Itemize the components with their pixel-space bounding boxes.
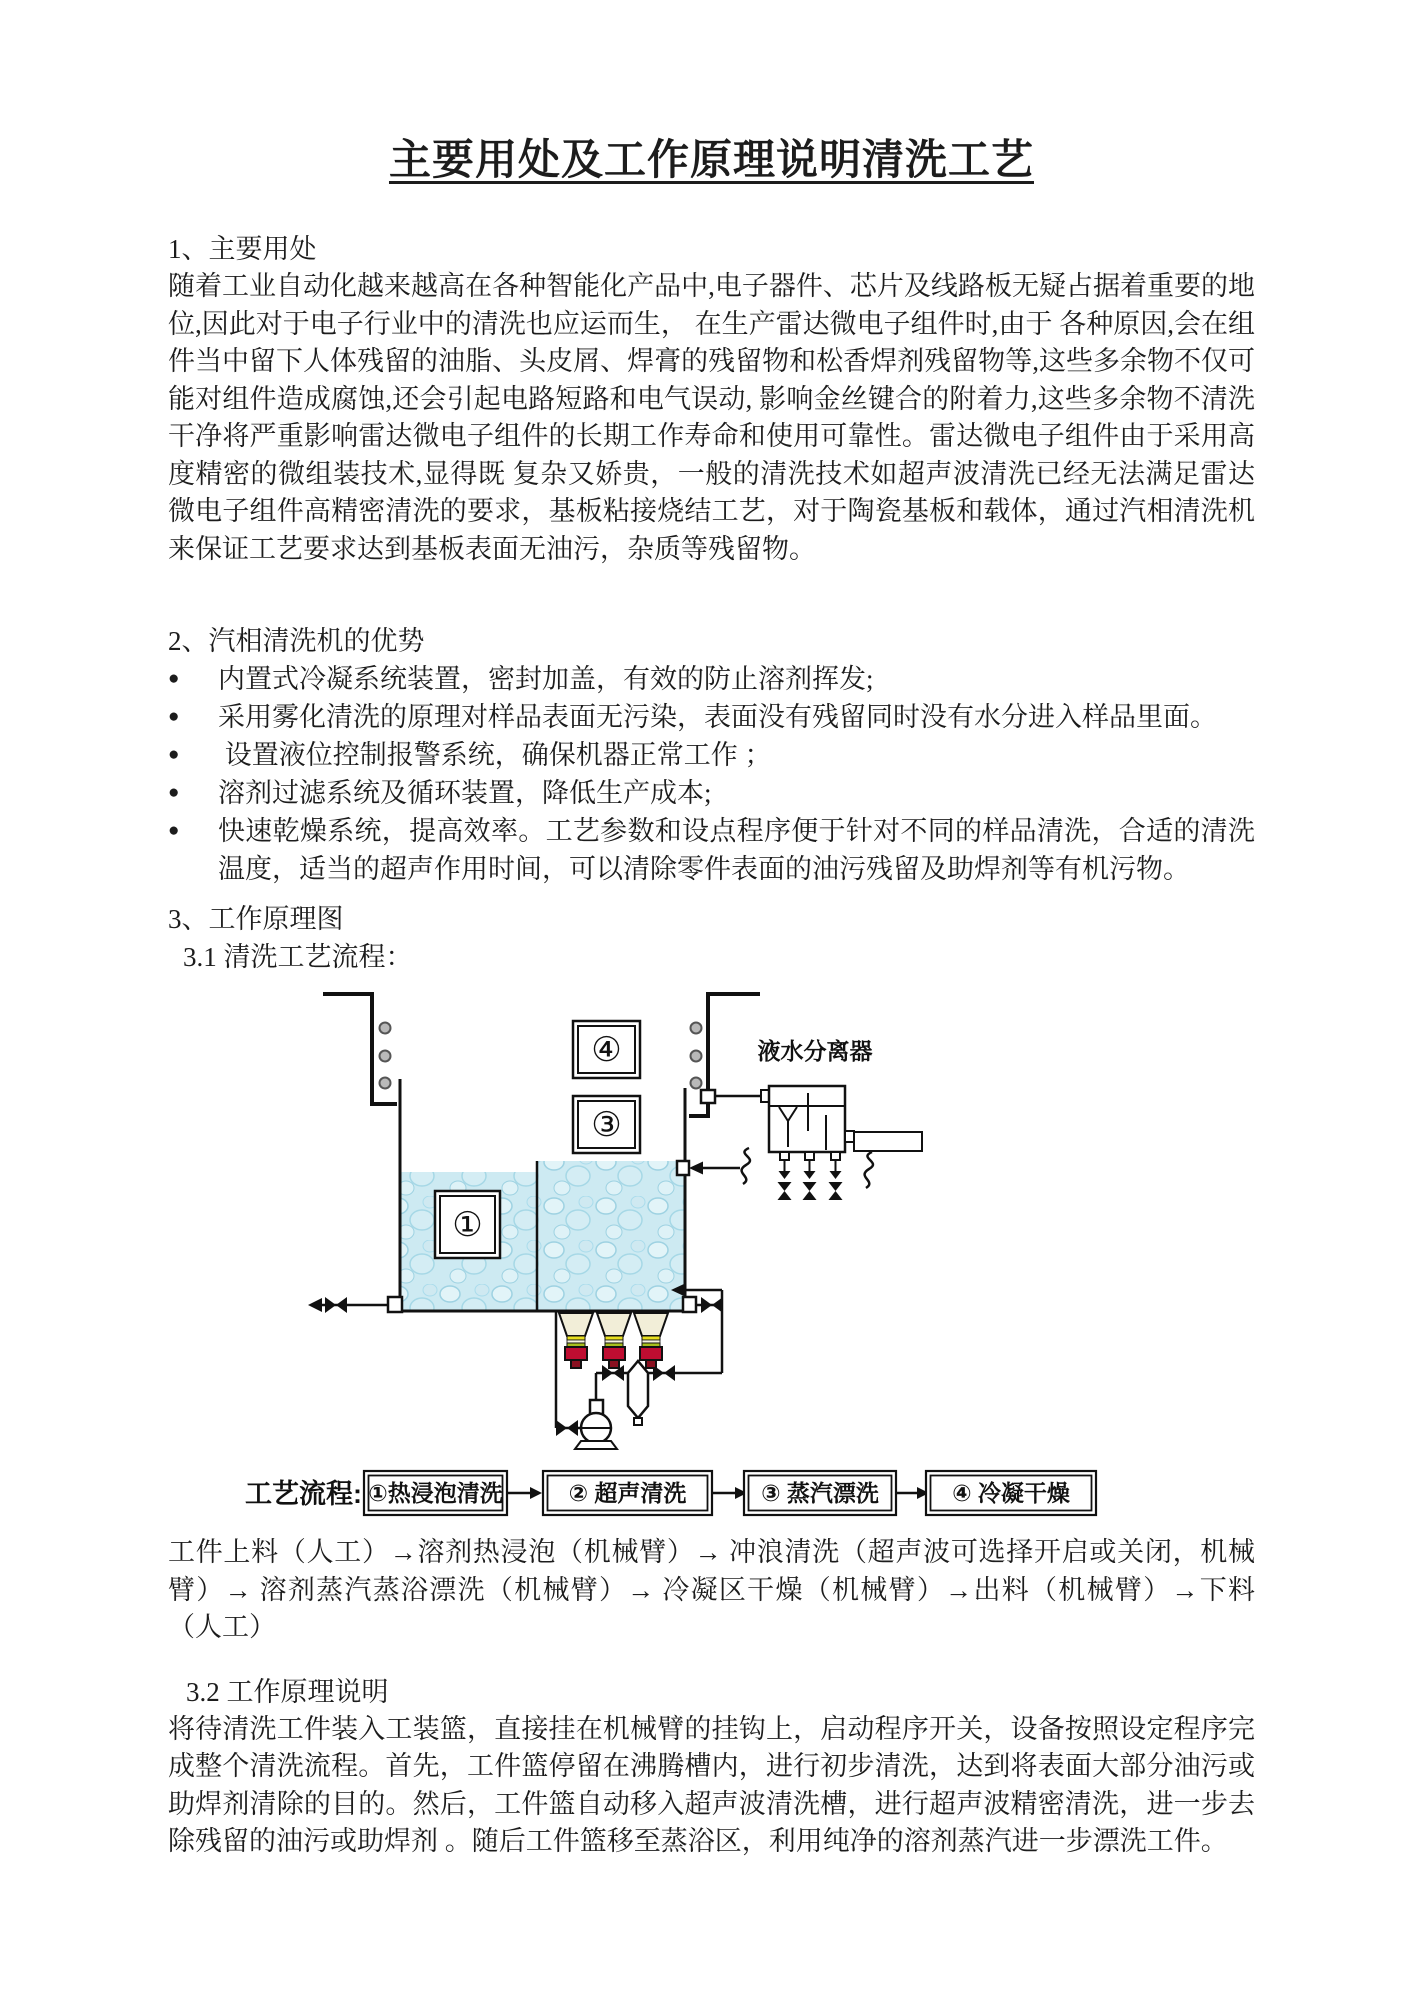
advantage-item <box>168 736 1255 774</box>
bullet-icon: ● <box>168 820 180 841</box>
advantage-item <box>168 698 1255 736</box>
flow-arrow <box>689 1162 703 1175</box>
left-freeboard-wall <box>323 994 397 1104</box>
process-flow-chart <box>245 1471 1096 1515</box>
valve-icon <box>325 1297 347 1313</box>
advantage-text: 溶剂过滤系统及循环装置，降低生产成本; <box>218 778 712 808</box>
separator-drain-valves <box>778 1152 843 1200</box>
flow-step-label: ② 超声清洗 <box>568 1480 687 1506</box>
outlet-pipe <box>854 1132 922 1151</box>
bullet-icon: ● <box>168 668 180 689</box>
flow-step-label: ④ 冷凝干燥 <box>952 1480 1070 1506</box>
process-diagram <box>230 976 1145 1521</box>
valve-icon <box>556 1420 578 1436</box>
document-content <box>168 0 1255 1861</box>
section3-heading: 3、工作原理图 <box>168 904 344 934</box>
section3-1-heading: 3.1 清洗工艺流程： <box>183 942 413 972</box>
section2-heading: 2、汽相清洗机的优势 <box>168 626 425 656</box>
flow-step-box <box>364 1471 507 1515</box>
flow-arrow <box>530 1487 542 1499</box>
advantage-text: 设置液位控制报警系统，确保机器正常工作 ； <box>218 740 772 770</box>
advantage-item <box>168 812 1255 888</box>
flow-arrow <box>308 1298 322 1312</box>
flow-step-label: ③ 蒸汽漂洗 <box>761 1480 879 1506</box>
advantage-item <box>168 660 1255 698</box>
section3-2-paragraph: 将待清洗工件装入工装篮，直接挂在机械臂的挂钩上，启动程序开关，设备按照设定程序完成整个清洗流程。首先，工件篮停留在沸腾槽内，进行初步清洗，达到将表面大部分油污或助焊剂清除的目的。然后，工件篮自动移入超声波清洗槽，进行超声波精密清洗，进一步去除残留的油污或助焊剂 。随后工件篮移至蒸浴区，利用纯净的溶剂蒸汽进一步漂洗工件。 <box>168 1713 1255 1856</box>
station-box-3 <box>573 1096 640 1153</box>
station-box-4 <box>573 1021 640 1078</box>
filter-icon <box>628 1361 648 1425</box>
station-label-3: ③ <box>591 1106 622 1144</box>
advantages-list <box>168 660 1255 888</box>
bullet-icon: ● <box>168 782 180 803</box>
advantage-text: 内置式冷凝系统装置，密封加盖，有效的防止溶剂挥发; <box>218 664 874 694</box>
ultrasonic-transducers <box>559 1313 668 1368</box>
flow-step-label: ①热浸泡清洗 <box>368 1480 503 1506</box>
cooling-coil-dots <box>691 1023 702 1089</box>
station-box-1 <box>435 1191 500 1258</box>
pump-icon <box>575 1400 617 1449</box>
manual-flow-description: 工件上料（人工）→溶剂热浸泡（机械臂）→ 冲浪清洗（超声波可选择开启或关闭，机械臂）→ 溶剂蒸汽蒸浴漂洗（机械臂）→ 冷凝区干燥（机械臂）→出料（机械臂）→下料（人工） <box>168 1537 1255 1642</box>
pipe-break-symbol <box>865 1152 873 1188</box>
station-label-1: ① <box>452 1206 483 1244</box>
separator-label: 液水分离器 <box>757 1038 873 1064</box>
pipe-break-symbol <box>742 1148 750 1184</box>
return-line <box>677 1148 750 1184</box>
flow-step-box <box>543 1471 712 1515</box>
section1-paragraph: 随着工业自动化越来越高在各种智能化产品中,电子器件、芯片及线路板无疑占据着重要的地位,因此对于电子行业中的清洗也应运而生， 在生产雷达微电子组件时,由于 各种原因,会在组件当中留下人体残留的油脂、头皮屑、焊膏的残留物和松香焊剂残留物等,这些多余物不仅可能对组件造成腐蚀,还会引起电路短路和电气误动, 影响金丝键合的附着力,这些多余物不清洗干净将严重影响雷达微电子组件的长期工作寿命和使用可靠性。雷达微电子组件由于采用高度精密的微组装技术,显得既 复杂又娇贵，一般的清洗技术如超声波清洗已经无法满足雷达微电子组件高精密清洗的要求，基板粘接烧结工艺，对于陶瓷基板和载体，通过汽相清洗机来保证工艺要求达到基板表面无油污，杂质等残留物。 <box>168 271 1255 564</box>
bullet-icon: ● <box>168 706 180 727</box>
flow-step-box <box>744 1471 896 1515</box>
right-freeboard-wall <box>689 994 760 1116</box>
advantage-item <box>168 774 1255 812</box>
separator-outlet <box>845 1131 854 1142</box>
valve-icon <box>701 1297 723 1313</box>
page-title: 主要用处及工作原理说明清洗工艺 <box>388 138 1034 184</box>
advantage-text: 采用雾化清洗的原理对样品表面无污染，表面没有残留同时没有水分进入样品里面。 <box>218 702 1217 732</box>
water-separator <box>701 1038 922 1200</box>
cooling-coil-dots <box>380 1023 391 1089</box>
left-drain <box>308 1297 402 1313</box>
advantage-text: 快速乾燥系统，提高效率。工艺参数和设点程序便于针对不同的样品清洗，合适的清洗温度，适当的超声作用时间，可以清除零件表面的油污残留及助焊剂等有机污物。 <box>218 816 1255 884</box>
bullet-icon: ● <box>168 744 180 765</box>
pipe-connector <box>701 1090 715 1103</box>
station-label-4: ④ <box>591 1031 622 1069</box>
section3-2-heading: 3.2 工作原理说明 <box>186 1676 389 1707</box>
diagram-container <box>230 976 1255 1526</box>
flow-step-box <box>926 1471 1096 1515</box>
section1-heading: 1、主要用处 <box>168 234 317 264</box>
flow-chart-label: 工艺流程: <box>245 1479 362 1509</box>
